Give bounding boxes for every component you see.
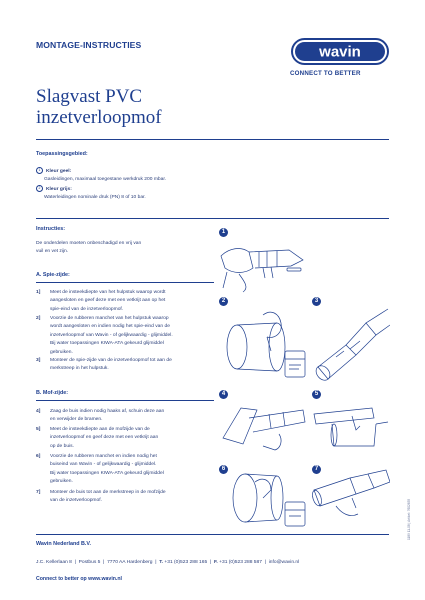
step-text: Monteer de buis tot aan de merkstreep in de mofzijde van de inzetverloopmof. [50,490,166,504]
section-divider [36,282,214,283]
step-item [36,489,214,506]
item-marker: 2 [36,185,43,192]
figure-5-mark-illustration [312,400,390,455]
brand-tagline: CONNECT TO BETTER [290,70,361,77]
step-text: Voorzie de rubberen manchet en indien nodig het buiseind van Wavin - of gelijkwaardig - glijmiddel. Bij water toepassingen KIWA-ATA gekeurd glijmiddel gebruiken. [50,454,164,485]
footer-address: J.C. Kellerlaan 8 | Postbus 5 | 7770 AA Hardenberg | T. +31 (0)523 288 165 | F. +31 (0)523 288 587 | info@wavin.nl [36,560,300,565]
step-number: 3] [36,358,41,363]
logo-text: wavin [319,43,361,61]
application-heading: Toepassingsgebied: [36,151,88,157]
footer-company: Wavin Nederland B.V. [36,541,92,547]
step-number: 4] [36,409,41,414]
intro-line: De onderdelen moeten onbeschadigd en vrij van [36,241,142,246]
application-item [36,185,236,194]
figure-number: 7 [312,465,321,474]
step-number: 7] [36,490,41,495]
figure-number: 1 [219,228,228,237]
application-list [36,167,236,202]
step-number: 5] [36,427,41,432]
footer-email[interactable]: info@wavin.nl [268,560,300,565]
step-number: 2] [36,316,41,321]
figure-7-final-assembly-illustration [306,468,390,530]
instructions-heading: Instructies: [36,226,66,232]
figure-6-lubricate-sleeve-illustration [219,468,309,530]
application-text: Waterleidingen nominale druk (PN) 8 of 10 bar. [44,194,146,200]
step-text: Meet de insteekdiepte van het hulpstuk waarop wordt aangesloten en geef deze met een vetkrijt aan op het spie-eind van de inzetverloopmof. [50,290,166,312]
application-label: Kleur geel: [46,168,72,174]
instructions-intro [36,240,141,257]
step-number: 6] [36,454,41,459]
footer-connect-link[interactable]: Connect to better op www.wavin.nl [36,576,122,582]
step-item [36,357,214,374]
section-a-heading: A. Spie-zijde: [36,272,70,278]
section-divider [36,400,214,401]
step-item [36,408,214,425]
figure-number: 4 [219,390,228,399]
figure-1-measure-illustration [219,238,309,293]
step-number: 1] [36,290,41,295]
side-article-code: 1189 11-08 | Artikel: 7602655 [407,498,411,540]
application-label: Kleur grijs: [46,186,72,192]
figure-number: 5 [312,390,321,399]
page-title [36,86,162,128]
step-text: Voorzie de rubberen manchet van het hulpstuk waarop wordt aangesloten en indien nodig het spie-eind van de inzetverloopmof van Wavin - of gelijkwaardig - glijmiddel. Bij water toepassingen KIWA-ATA gekeurd glijmiddel gebruiken. [50,316,173,355]
item-marker: 1 [36,167,43,174]
figure-4-cut-illustration [219,398,309,458]
step-text: Zaag de buis indien nodig haaks af, schuin deze aan en verwijder de bramen. [50,409,165,423]
application-item [36,167,236,176]
step-item [36,426,214,451]
title-line-1: Slagvast PVC [36,86,143,107]
figure-number: 2 [219,297,228,306]
divider [36,139,389,140]
divider [36,218,389,219]
step-item [36,289,214,314]
figure-number: 6 [219,465,228,474]
footer-divider [36,534,389,535]
title-line-2: inzetverloopmof [36,107,162,128]
figure-2-lubricate-illustration [219,305,309,385]
step-item [36,453,214,487]
wavin-logo [291,38,389,65]
figure-3-assemble-illustration [306,305,390,385]
intro-line: vuil en vet zijn. [36,249,69,255]
document-type-label: MONTAGE-INSTRUCTIES [36,40,142,50]
step-item [36,315,214,357]
figure-number: 3 [312,297,321,306]
step-text: Meet de insteekdiepte aan de mofzijde van de inzetverloopmof en geef deze met een vetkrijt aan op de buis. [50,427,159,449]
step-text: Monteer de spie-zijde van de inzetverloopmof tot aan de merkstreep in het hulpstuk. [50,358,172,372]
application-text: Gasleidingen, maximaal toegestane werkdruk 200 mbar. [44,177,167,183]
section-b-heading: B. Mof-zijde: [36,390,69,396]
